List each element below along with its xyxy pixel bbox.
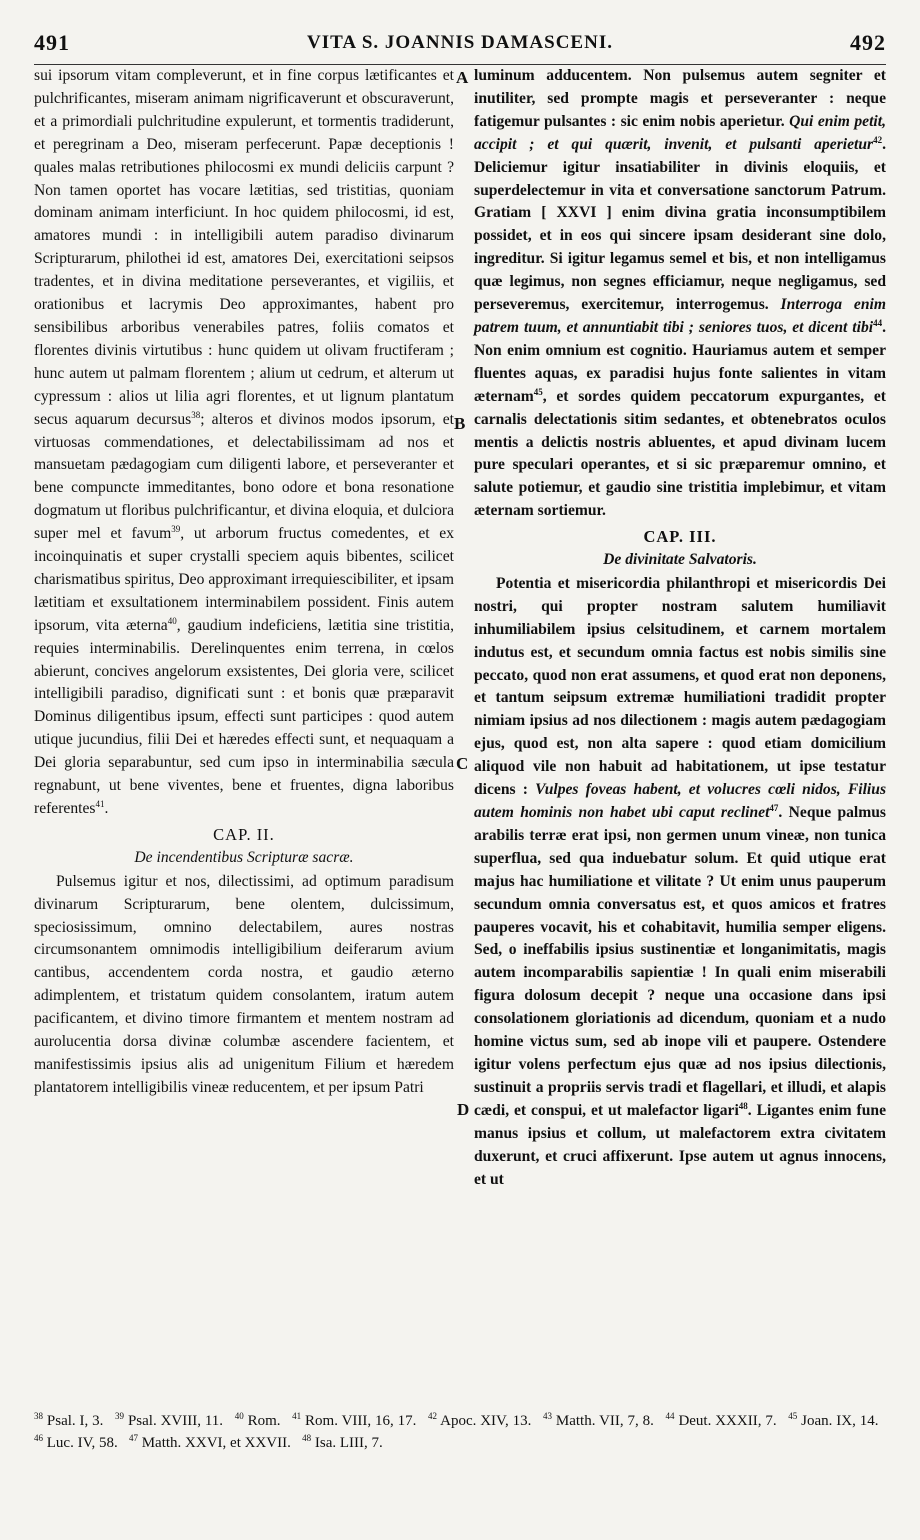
- paragraph: [34, 871, 454, 1100]
- scripture-quote: Vulpes foveas habent, et volucres cœli nidos, Filius autem hominis non habet ubi caput reclinet: [474, 781, 887, 821]
- scripture-quote: Interroga enim patrem tuum, et annuntiabit tibi ; seniores tuos, et dicent tibi: [474, 296, 886, 336]
- footnote-ref: 39: [171, 523, 181, 534]
- page-header: [34, 30, 886, 65]
- footnote-ref: 48: [738, 1100, 748, 1111]
- footnote-number: 46: [34, 1433, 43, 1443]
- chapter-heading: CAP. III.: [643, 527, 717, 547]
- chapter-subtitle: De incendentibus Scripturæ sacræ.: [134, 848, 354, 866]
- footnote-ref: 42: [873, 134, 883, 145]
- page-number-right: 492: [850, 30, 886, 55]
- text-run: . Neque palmus arabilis terræ erat ipsi, non germen unum vineæ, non tunica superflua, sed qua induebatur solum. Et quid utique erat majus hac humiliatione et vilitate ? Ut enim unus pauperum secundum omnia conversatus est, et quos amicos et fratres pauperes vocavit, his et cohabitavit, humilia semper eligens. Sed, o ineffabilis ipsius sustinentiæ et longanimitatis, magis autem incomparabilis sapientiæ ! In quali enim miserabili figura dolosum decepit ? neque una occasione dans ipsi consolationem gloriationis ad dicendum, quoniam et a nudo homine victus sum, sed ab inope vili et paupere. Ostendere igitur volens perfectum ejus quæ ad nos ipsius dilectionis, sustinuit a propriis servis tradi et flagellari, et illudi, et alapis cædi, et conspui, et ut malefactor ligari: [474, 804, 886, 1119]
- text-run: , gaudium indeficiens, lætitia sine tristitia, requies interminabilis. Derelinquentes enim terrena, in cœlos abierunt, concives angelorum exsistentes, Dei gloria vere, scilicet intelligibili paradiso, dignificati sunt : et bonis quæ præparavit Dominus diligentibus ipsum, effecti sunt participes : quod autem utique jucundius, filii Dei et hæredes effecti sunt, et nequaquam a Dei gloria separabuntur, sed cum ipso in interminabilia sæcula regnabunt, ut bene viventes, bene et fruentes, digna laboribus referentes: [34, 616, 454, 817]
- footnote-number: 41: [292, 1411, 302, 1421]
- text-run: , et sordes quidem peccatorum expurgantes, et carnalis delectationis sitim sedantes, et obtenebratos oculos mentis a delictis nostris abluentes, et apud divinam lucem pure speculari operantes, et si sic præparemur omnino, et salute potiemur, et gaudio sine tristitia implebimur, et vitam æternam sortiemur.: [474, 387, 886, 520]
- footnote-ref: 40: [167, 615, 177, 626]
- footnote-number: 44: [665, 1411, 675, 1421]
- footnote-number: 40: [234, 1411, 244, 1421]
- text-run: Potentia et misericordia philanthropi et misericordis Dei nostri, qui propter nostram salutem humiliavit inhumiliabilem ipsius celsitudinem, et carnem mortalem indutus est, et secundum omnia factus est nobis similis sine peccato, quod non erat assumens, et quod erat non deponens, et tantum seipsum extremæ humiliationi tradidit propter nimiam ipsius ad nos dilectionem : magis autem pædagogiam ejus, quod est, non alta sapere : quod etiam domicilium aliquod vile non habuit ad habitationem, ut ipse testatur dicens :: [474, 574, 886, 799]
- paragraph: [474, 573, 886, 1191]
- footnote-text: Deut. XXXII, 7.: [678, 1413, 777, 1429]
- text-run: Pulsemus igitur et nos, dilectissimi, ad optimum paradisum divinarum Scripturarum, bene olentem, dulcissimum, speciosissimum, omnino delectabilem, aures nostras circumsonantem omnimodis intelligibilium deiferarum avium cantibus, accendentem corda nostra, et gaudio æterno adimplentem, et tristatum quidem consolantem, iratum autem pacificantem, et divino timore firmantem et mentem nostram ad aurolucentia dorsa divinæ columbæ ascendere facientem, et manifestissimis ipsius alis ad unigenitum Filium et hæredem plantatorem intelligibilis vineæ reducentem, et per ipsum Patri: [34, 872, 454, 1096]
- footnote-text: Rom. VIII, 16, 17.: [305, 1413, 417, 1429]
- footnotes: [34, 1410, 886, 1454]
- left-column: [34, 65, 454, 1100]
- text-run: , ut arborum fructus comedentes, et ex incoinquinatis et super crystalli speciem aquis bibentes, scilicet charismatibus spiritus, Deo approximant irrequiescibiliter, et ipsam lætitiam et exsultationem interminabilem possident. Finis autem ipsorum, vita æterna: [34, 525, 454, 634]
- footnote-text: Psal. XVIII, 11.: [127, 1413, 224, 1429]
- footnote-ref: 38: [191, 409, 201, 420]
- footnote-text: Luc. IV, 58.: [46, 1435, 118, 1451]
- footnote-ref: 47: [769, 802, 779, 813]
- text-run: ; alteros et divinos modos ipsorum, et virtuosas commendationes, et delectabilissimam ad nos et mansuetam pædagogiam cum diligenti labore, et perseveranter et bene compuncte immeditantes, bono odore et bona resonatione dogmatum ut floribus pulchrificantur, et divina eloquia, et dulciora super mel et favum: [34, 410, 454, 543]
- footnote-ref: 45: [533, 386, 543, 397]
- text-run: . Deliciemur igitur insatiabiliter in divinis eloquiis, et superdelectemur in vita et conversatione sanctorum Patrum. Gratiam [ XXVI ] enim divina gratia inconsumptibilem possidet, et in eos qui sincere ipsam desiderant sine dolo, ingreditur. Si igitur legamus semel et bis, et non intelligamus quæ legimus, non segnes efficiamur, neque negligamus, sed perseveremus, exercitemur, interrogemus.: [474, 135, 886, 314]
- footnote-text: Joan. IX, 14.: [801, 1413, 879, 1429]
- footnote-text: Isa. LIII, 7.: [314, 1435, 383, 1451]
- footnote-ref: 41: [95, 798, 105, 809]
- column-marker-b: B: [454, 414, 466, 433]
- text-run: sui ipsorum vitam compleverunt, et in fine corpus lætificantes et pulchrificantes, miseram animam nigrificaverunt et obscuraverunt, et a primordiali pulchritudine expulerunt, et tormentis tradiderunt, et peregrinam a Deo, miseram perfecerunt. Papæ deceptionis ! quales malas retributiones philocosmi ex mundi deliciis carpunt ? Non tamen oportet has vocare lætitias, sed tristitias, quoniam dominam animam interficiunt. In hoc quidem philocosmi, id est, amatores mundi : in intelligibili autem paradiso divinarum Scripturarum, philothei id est, amatores Dei, exercitationi seipsos tradentes, et in divina meditatione perseverantes, et vigiliis, et orationibus et lacrymis Deo approximantes, habent pro sensibilibus arboribus venerabiles patres, foliis comatos et florentes divinis virtutibus : hunc quidem ut olivam fructiferam ; hunc autem ut palmam florentem ; alium ut cedrum, et alterum ut cypressum : alios ut lilia agri florentes, et ut lignum plantatum secus aquarum decursus: [34, 67, 454, 428]
- text-run: . Ligantes enim fune manus ipsius et collum, ut malefactorem extra civitatem duxerunt, et cruci affixerunt. Ipse autem ut agnus innocens, et ut: [474, 1101, 886, 1188]
- text-run: luminum adducentem. Non pulsemus autem segniter et inutiliter, sed prompte magis et perseveranter : neque fatigemur pulsantes : sic enim nobis aperietur.: [474, 67, 886, 130]
- paragraph: [474, 65, 886, 523]
- paragraph: [34, 65, 454, 821]
- footnote-number: 48: [302, 1433, 312, 1443]
- footnote-text: Matth. VII, 7, 8.: [555, 1413, 654, 1429]
- page-number-left: 491: [34, 30, 70, 55]
- footnote-number: 47: [128, 1433, 138, 1443]
- chapter-subtitle: De divinitate Salvatoris.: [603, 551, 757, 569]
- column-marker-d: D: [457, 1100, 470, 1119]
- footnote-text: Apoc. XIV, 13.: [440, 1413, 532, 1429]
- column-marker-a: A: [456, 68, 469, 87]
- footnote-number: 45: [788, 1411, 798, 1421]
- footnote-number: 43: [542, 1411, 552, 1421]
- text-run: . Non enim omnium est cognitio. Hauriamus autem et semper fluentes aquas, ex paradisi hujus fonte salientes in vitam æternam: [474, 318, 886, 405]
- footnote-text: Rom.: [247, 1413, 281, 1429]
- footnote-ref: 44: [873, 317, 883, 328]
- footnote-text: Matth. XXVI, et XXVII.: [141, 1435, 291, 1451]
- footnote-number: 39: [115, 1411, 125, 1421]
- footnote-number: 42: [428, 1411, 438, 1421]
- scripture-quote: Qui enim petit, accipit ; et qui quærit, invenit, et pulsanti aperietur: [474, 112, 886, 153]
- text-run: .: [104, 800, 109, 817]
- footnote-number: 38: [34, 1411, 43, 1421]
- footnote-text: Psal. I, 3.: [46, 1413, 104, 1429]
- right-column: [474, 65, 886, 1191]
- running-title: VITA S. JOANNIS DAMASCENI.: [307, 32, 613, 53]
- chapter-heading: CAP. II.: [213, 824, 275, 844]
- column-marker-c: C: [456, 754, 469, 773]
